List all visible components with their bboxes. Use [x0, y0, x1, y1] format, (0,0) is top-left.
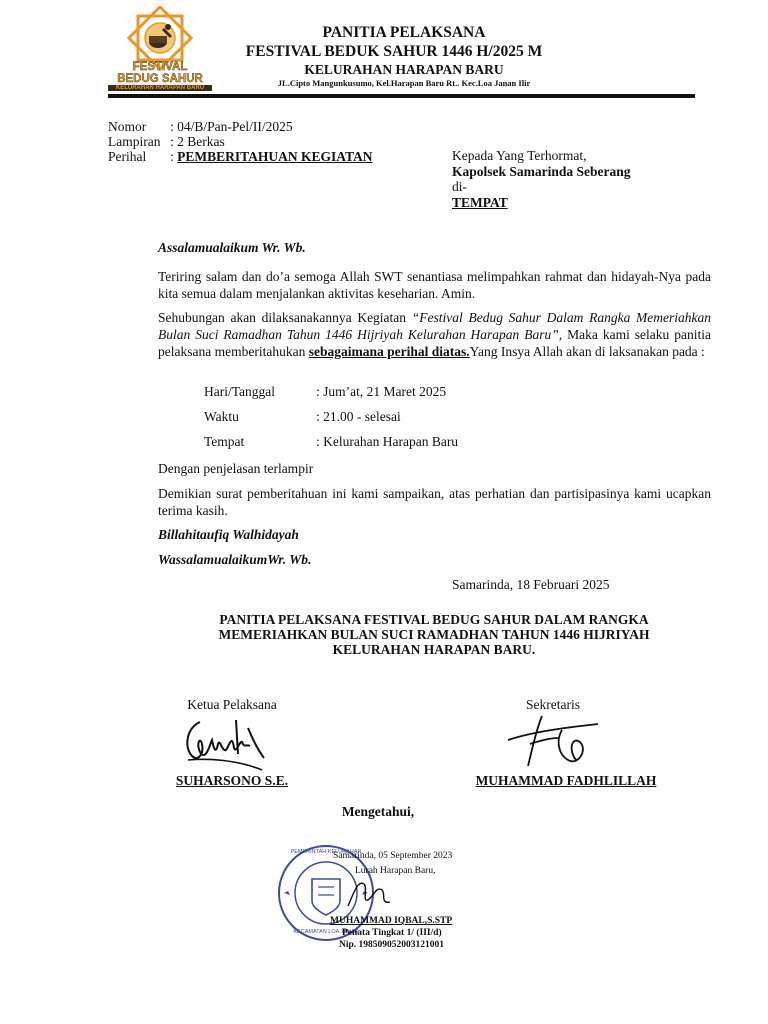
- logo-line-3: KELURAHAN HARAPAN BARU: [108, 85, 212, 91]
- recipient-block: [452, 148, 631, 210]
- committee-block: [150, 612, 718, 657]
- committee-line-2: MEMERIAHKAN BULAN SUCI RAMADHAN TAHUN 1446 HIJRIYAH: [218, 627, 650, 642]
- p2-event: “Festival Bedug Sahur Dalam Rangka Memeriahkan Bulan Suci Ramadhan Tahun 1446 Hijriyah Kelurahan Harapan Baru”,: [158, 310, 712, 342]
- schedule-value: : Jum’at, 21 Maret 2025: [316, 384, 447, 399]
- paragraph-3: Demikian surat pemberitahuan ini kami sampaikan, atas perhatian dan partisipasinya kami ucapkan terima kasih.: [158, 486, 711, 518]
- right-signatory-title: Sekretaris: [526, 697, 580, 712]
- schedule-value: : Kelurahan Harapan Baru: [316, 434, 459, 449]
- meta-lampiran: [108, 134, 225, 150]
- schedule-row-place: [204, 434, 458, 450]
- recipient-salutation: Kepada Yang Terhormat,: [452, 148, 587, 163]
- recipient-place: TEMPAT: [452, 194, 508, 210]
- lampiran-label: Lampiran: [108, 134, 161, 149]
- p2-intro: Sehubungan akan dilaksanakannya Kegiatan: [158, 310, 412, 325]
- paragraph-1: Teriring salam dan do’a semoga Allah SWT senantiasa melimpahkan rahmat dan hidayah-Nya pada kita semua dalam menjalankan aktivitas keseharian. Amin.: [158, 269, 711, 301]
- right-signatory-name: MUHAMMAD FADHLILLAH: [475, 773, 657, 788]
- sign-off-2: WassalamualaikumWr. Wb.: [158, 552, 312, 567]
- logo-line-1: FESTIVAL: [132, 61, 188, 73]
- schedule-row-time: [204, 409, 401, 425]
- left-signature-image: [178, 714, 278, 776]
- right-signature-image: [502, 710, 612, 774]
- letterhead-address: JL.Cipto Mangunkusumo, Kel.Harapan Baru Rt.. Kec.Loa Janan Ilir: [277, 78, 531, 88]
- meta-nomor: [108, 119, 293, 135]
- approval-date: Samarinda, 05 September 2023: [333, 851, 453, 861]
- schedule-label: Hari/Tanggal: [204, 384, 276, 399]
- approval-rank: Penata Tingkat 1/ (III/d): [342, 928, 442, 938]
- attachment-note: Dengan penjelasan terlampir: [158, 461, 314, 476]
- nomor-label: Nomor: [108, 119, 147, 134]
- perihal-label: Perihal: [108, 149, 147, 164]
- recipient-name: Kapolsek Samarinda Seberang: [452, 163, 631, 179]
- paragraph-2: [158, 309, 711, 360]
- approval-label: Mengetahui,: [341, 804, 415, 819]
- stamp-top-text: PEMERINTAH KELURAHAN: [290, 849, 362, 855]
- p2-mid: Maka kami selaku panitia pelaksana memberitahukan: [158, 327, 711, 359]
- nomor-value: : 04/B/Pan-Pel/II/2025: [170, 119, 293, 134]
- letterhead-village: KELURAHAN HARAPAN BARU: [304, 62, 504, 77]
- schedule-value: : 21.00 - selesai: [316, 409, 401, 424]
- logo-line-2: BEDUG SAHUR: [117, 73, 203, 85]
- perihal-value: PEMBERITAHUAN KEGIATAN: [177, 149, 373, 164]
- recipient-di: di-: [452, 179, 467, 194]
- lampiran-value: : 2 Berkas: [170, 134, 225, 149]
- approval-title: Lurah Harapan Baru,: [355, 866, 436, 876]
- schedule-label: Tempat: [204, 434, 245, 449]
- sign-off-1: Billahitaufiq Walhidayah: [158, 527, 299, 542]
- left-signatory-title: Ketua Pelaksana: [187, 697, 277, 712]
- p2-end: Yang Insya Allah akan di laksanakan pada :: [469, 344, 705, 359]
- letterhead-divider: [108, 94, 695, 98]
- approval-name: MUHAMMAD IQBAL,S.STP: [330, 916, 453, 926]
- left-signatory-name: SUHARSONO S.E.: [175, 773, 289, 788]
- p2-reference: sebagaimana perihal diatas.: [308, 344, 470, 359]
- place-date: Samarinda, 18 Februari 2025: [452, 577, 610, 592]
- letterhead-org-name: PANITIA PELAKSANA: [322, 24, 486, 41]
- schedule-row-date: [204, 384, 446, 400]
- meta-perihal: [108, 149, 373, 165]
- committee-line-3: KELURAHAN HARAPAN BARU.: [332, 642, 536, 657]
- committee-line-1: PANITIA PELAKSANA FESTIVAL BEDUG SAHUR DALAM RANGKA: [219, 612, 649, 627]
- stamp-bottom-text: KECAMATAN LOA JANAN: [293, 929, 359, 935]
- perihal-colon: :: [170, 149, 174, 164]
- schedule-label: Waktu: [204, 409, 239, 424]
- letterhead-event: FESTIVAL BEDUK SAHUR 1446 H/2025 M: [245, 43, 543, 60]
- approval-nip: Nip. 198509052003121001: [339, 940, 445, 950]
- greeting: Assalamualaikum Wr. Wb.: [158, 240, 306, 255]
- approval-signature-image: [338, 872, 398, 914]
